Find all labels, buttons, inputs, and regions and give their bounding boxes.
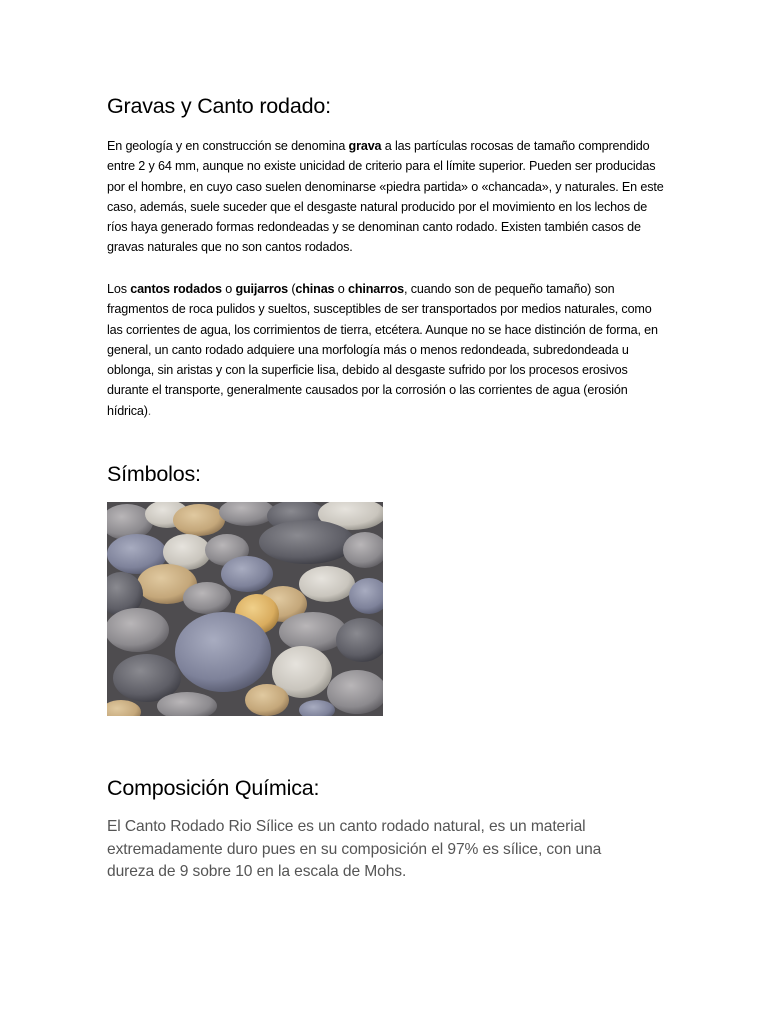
- section-title-gravas: Gravas y Canto rodado:: [107, 94, 331, 118]
- text-run: (: [288, 282, 296, 296]
- paragraph-grava-definition: [107, 136, 667, 258]
- bold-term: chinas: [295, 282, 335, 296]
- text-run: o: [221, 282, 236, 296]
- bold-term: grava: [348, 139, 382, 153]
- text-run: En geología y en construcción se denomina: [107, 139, 349, 153]
- text-run: a las partículas rocosas de tamaño comprendido entre 2 y 64 mm, aunque no existe unicidad de criterio para el límite superior. Pueden ser producidas por el hombre, en cuyo caso suelen denominarse «piedra partida» o «chancada», y naturales. En este caso, además, suele suceder que el desgaste natural producido por el movimiento en los lechos de ríos haya generado formas redondeadas y se denominan canto rodado. Existen también casos de gravas naturales que no son cantos rodados.: [107, 139, 664, 255]
- bold-term: cantos rodados: [130, 282, 222, 296]
- bold-term: chinarros: [347, 282, 405, 296]
- text-run: o: [334, 282, 348, 296]
- text-run: .: [147, 403, 152, 418]
- text-run: , cuando son de pequeño tamaño) son fragmentos de roca pulidos y sueltos, susceptibles de ser transportados por medios naturales, como las corrientes de agua, los corrimientos de tierra, etcétera. Aunque no se hace distinción de forma, en general, un canto rodado adquiere una morfología más o menos redondeada, subredondeada u oblonga, sin aristas y con la superficie lisa, debido al desgaste sufrido por los procesos erosivos durante el transporte, generalmente causados por la corrosión o las corrientes de agua (erosión hídrica): [107, 282, 658, 418]
- section-title-composicion: Composición Química:: [107, 776, 320, 800]
- bold-term: guijarros: [235, 282, 288, 296]
- paragraph-cantos-rodados: [107, 279, 667, 421]
- section-title-simbolos: Símbolos:: [107, 462, 201, 486]
- text-run: Los: [107, 282, 131, 296]
- paragraph-composicion: El Canto Rodado Rio Sílice es un canto rodado natural, es un material extremadamente duro pues en su composición el 97% es sílice, con una dureza de 9 sobre 10 en la escala de Mohs.: [107, 818, 602, 880]
- pebbles-photo: [107, 502, 383, 716]
